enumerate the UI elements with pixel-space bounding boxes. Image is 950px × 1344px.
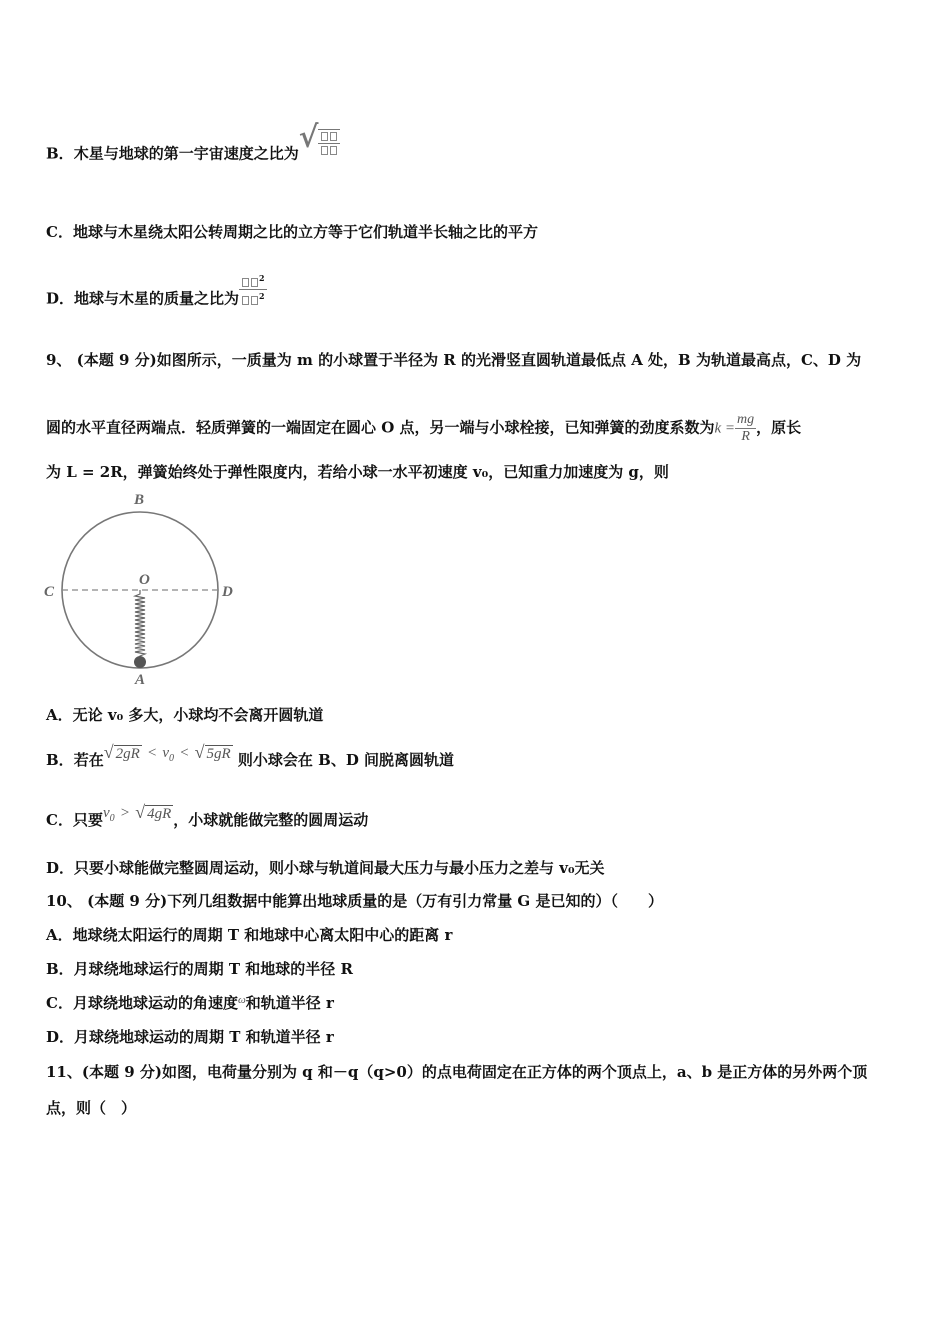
q10-option-d: D．月球绕地球运动的周期 T 和轨道半径 r <box>46 1028 334 1046</box>
omega-symbol: ω <box>237 994 246 1006</box>
sqrt-2gr: √ 2gR <box>103 742 140 762</box>
less-than-1: < <box>147 745 158 761</box>
label-o: O <box>139 572 150 588</box>
q9-option-c-label: C． <box>46 811 73 829</box>
q9-option-d-text: 只要小球能做完整圆周运动，则小球与轨道间最大压力与最小压力之差与 v₀无关 <box>74 859 605 877</box>
q9-line1: 如图所示，一质量为 m 的小球置于半径为 R 的光滑竖直圆轨道最低点 A 处，B 为轨道最高点，C、D 为 <box>156 351 862 369</box>
q10-number: 10、 <box>46 892 82 910</box>
label-c: C <box>44 584 55 600</box>
q9-option-b <box>46 742 455 777</box>
q9-line3: 为 L = 2R，弹簧始终处于弹性限度内，若给小球一水平初速度 v₀，已知重力加速度为 g，则 <box>46 463 669 481</box>
q9-option-b-label: B． <box>46 751 74 769</box>
q9-option-a <box>46 705 323 725</box>
q10-option-a: A．地球绕太阳运行的周期 T 和地球中心离太阳中心的距离 r <box>46 926 453 944</box>
q9-option-b-post: 则小球会在 B、D 间脱离圆轨道 <box>237 751 455 769</box>
k-denominator: R <box>741 429 750 444</box>
k-numerator: mg <box>737 412 755 427</box>
k-fraction <box>735 412 756 445</box>
q8-option-d-formula: $\frac{^2}{^2}$ <box>239 272 267 307</box>
greater-than: > <box>119 805 130 821</box>
q8-option-d-text: 地球与木星的质量之比为 <box>74 289 240 308</box>
label-b: B <box>134 492 145 508</box>
q9-option-c-post: ，小球就能做完整的圆周运动 <box>173 811 369 829</box>
q9-option-c <box>46 802 369 837</box>
q9-stem-line1 <box>46 350 861 370</box>
sqrt-5gr: √ 5gR <box>194 742 231 762</box>
q8-option-b-formula: √ <box>299 128 341 157</box>
v0-symbol-b: $v_0$ <box>162 745 175 764</box>
q8-option-b-label: B． <box>46 144 74 163</box>
q8-option-b-text: 木星与地球的第一宇宙速度之比为 <box>73 144 299 163</box>
q8-option-d <box>46 273 267 317</box>
q11-score: (本题 9 分) <box>81 1063 162 1081</box>
q11-line1: 如图，电荷量分别为 q 和－q（q>0）的点电荷固定在正方体的两个顶点上，a、b 是正方体的另外两个顶 <box>161 1063 868 1081</box>
q9-option-c-pre: 只要 <box>72 811 103 829</box>
q9-line2-post: ，原长 <box>756 418 802 437</box>
q8-option-c-label: C． <box>46 223 73 241</box>
circular-track-diagram <box>40 490 240 690</box>
q9-line2-pre: 圆的水平直径两端点．轻质弹簧的一端固定在圆心 O 点，另一端与小球栓接，已知弹簧的劲度系数为 <box>46 418 715 437</box>
ball <box>134 656 146 668</box>
q10-stem-text: 下列几组数据中能算出地球质量的是（万有引力常量 G 是已知的）（ ） <box>167 892 663 910</box>
q8-option-b <box>46 120 340 169</box>
less-than-2: < <box>179 745 190 761</box>
q10-option-b: B．月球绕地球运行的周期 T 和地球的半径 R <box>46 960 353 978</box>
q9-option-a-text: 无论 v₀ 多大，小球均不会离开圆轨道 <box>72 706 324 724</box>
q9-number: 9、 <box>46 351 72 369</box>
label-d: D <box>222 584 233 600</box>
sqrt-4gr: √ 4gR <box>135 802 172 822</box>
q9-option-a-label: A． <box>46 706 73 724</box>
q11-number: 11、 <box>46 1063 82 1081</box>
q9-stem-line2 <box>46 412 801 445</box>
q9-option-b-pre: 若在 <box>73 751 104 769</box>
q8-option-d-label: D． <box>46 289 75 308</box>
q10-option-c-post: 和轨道半径 r <box>245 994 334 1012</box>
k-symbol: k = <box>714 420 736 437</box>
q9-score: (本题 9 分) <box>76 351 157 369</box>
q10-option-c <box>46 993 334 1015</box>
q10-score: (本题 9 分) <box>87 892 168 910</box>
label-a: A <box>135 672 146 688</box>
q10-stem <box>46 891 663 911</box>
q9-stem-line3 <box>46 462 669 482</box>
q11-stem-line2: 点，则（ ） <box>46 1099 137 1117</box>
q11-stem-line1 <box>46 1062 867 1082</box>
q8-option-c <box>46 222 538 242</box>
spring <box>135 590 145 660</box>
q8-option-c-text: 地球与木星绕太阳公转周期之比的立方等于它们轨道半长轴之比的平方 <box>72 223 538 241</box>
q10-option-c-pre: C．月球绕地球运动的角速度 <box>46 994 238 1012</box>
q9-option-d-label: D． <box>46 859 75 877</box>
v0-symbol-c: $v_0$ <box>102 805 115 824</box>
q9-option-d <box>46 858 605 878</box>
